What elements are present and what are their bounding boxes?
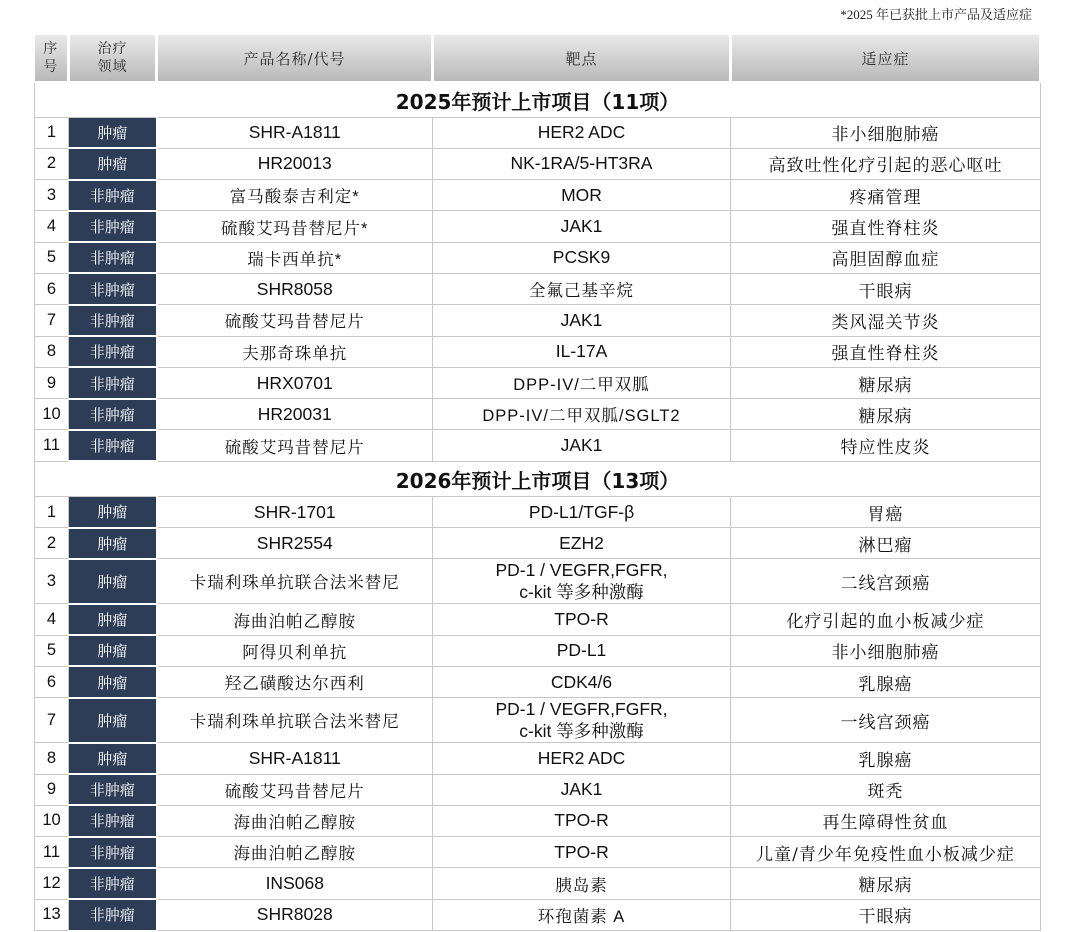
row-number: 7 [35,305,69,336]
row-number: 2 [35,528,69,559]
table-row [35,868,1041,899]
target-cell: PD-L1/TGF-β [433,497,731,528]
product-name-cell: HR20013 [157,148,433,179]
indication-cell: 非小细胞肺癌 [731,118,1041,149]
table-row [35,180,1041,211]
product-name-cell: HR20031 [157,399,433,430]
row-number: 8 [35,336,69,367]
therapeutic-area-cell: 肿瘤 [69,743,157,774]
therapeutic-area-cell: 肿瘤 [69,666,157,697]
row-number: 8 [35,743,69,774]
table-row [35,698,1041,743]
therapeutic-area-cell: 肿瘤 [69,528,157,559]
header-product-name: 产品名称/代号 [157,35,433,82]
section-title: 2025年预计上市项目（11项） [35,82,1041,118]
product-name-cell: SHR-A1811 [157,118,433,149]
therapeutic-area-cell: 非肿瘤 [69,242,157,273]
indication-cell: 类风湿关节炎 [731,305,1041,336]
row-number: 10 [35,805,69,836]
row-number: 9 [35,367,69,398]
indication-cell: 特应性皮炎 [731,430,1041,461]
product-name-cell: 硫酸艾玛昔替尼片 [157,305,433,336]
target-cell: TPO-R [433,805,731,836]
target-cell: EZH2 [433,528,731,559]
product-name-cell: 瑞卡西单抗* [157,242,433,273]
indication-cell: 非小细胞肺癌 [731,635,1041,666]
therapeutic-area-cell: 非肿瘤 [69,868,157,899]
therapeutic-area-cell: 肿瘤 [69,698,157,743]
indication-cell: 糖尿病 [731,367,1041,398]
indication-cell: 斑秃 [731,774,1041,805]
row-number: 6 [35,666,69,697]
indication-cell: 淋巴瘤 [731,528,1041,559]
target-cell: JAK1 [433,774,731,805]
therapeutic-area-cell: 非肿瘤 [69,399,157,430]
table-row [35,430,1041,461]
target-cell: TPO-R [433,837,731,868]
indication-cell: 乳腺癌 [731,743,1041,774]
table-row [35,743,1041,774]
table-row [35,367,1041,398]
therapeutic-area-cell: 肿瘤 [69,148,157,179]
row-number: 7 [35,698,69,743]
therapeutic-area-cell: 非肿瘤 [69,367,157,398]
table-row [35,336,1041,367]
row-number: 3 [35,180,69,211]
indication-cell: 疼痛管理 [731,180,1041,211]
table-row [35,635,1041,666]
product-name-cell: 海曲泊帕乙醇胺 [157,604,433,635]
target-cell: JAK1 [433,211,731,242]
indication-cell: 化疗引起的血小板减少症 [731,604,1041,635]
indication-cell: 乳腺癌 [731,666,1041,697]
row-number: 11 [35,430,69,461]
therapeutic-area-cell: 非肿瘤 [69,899,157,930]
therapeutic-area-cell: 肿瘤 [69,118,157,149]
product-name-cell: 卡瑞利珠单抗联合法米替尼 [157,698,433,743]
target-cell: IL-17A [433,336,731,367]
indication-cell: 糖尿病 [731,399,1041,430]
table-row [35,899,1041,930]
therapeutic-area-cell: 非肿瘤 [69,805,157,836]
section-title-row [35,82,1041,118]
indication-cell: 高致吐性化疗引起的恶心呕吐 [731,148,1041,179]
therapeutic-area-cell: 非肿瘤 [69,336,157,367]
indication-cell: 糖尿病 [731,868,1041,899]
product-name-cell: 硫酸艾玛昔替尼片 [157,430,433,461]
row-number: 5 [35,242,69,273]
product-name-cell: 卡瑞利珠单抗联合法米替尼 [157,559,433,604]
row-number: 13 [35,899,69,930]
target-cell: TPO-R [433,604,731,635]
target-cell: PCSK9 [433,242,731,273]
target-line-2: c-kit 等多种激酶 [519,721,644,742]
therapeutic-area-cell: 肿瘤 [69,604,157,635]
product-name-cell: HRX0701 [157,367,433,398]
target-cell: DPP-IV/二甲双胍/SGLT2 [433,399,731,430]
table-row [35,528,1041,559]
target-cell: PD-L1 [433,635,731,666]
therapeutic-area-cell: 非肿瘤 [69,180,157,211]
section-title: 2026年预计上市项目（13项） [35,461,1041,497]
row-number: 11 [35,837,69,868]
table-row [35,837,1041,868]
indication-cell: 干眼病 [731,899,1041,930]
target-cell: MOR [433,180,731,211]
row-number: 2 [35,148,69,179]
indication-cell: 一线宫颈癌 [731,698,1041,743]
product-name-cell: 海曲泊帕乙醇胺 [157,805,433,836]
table-row [35,604,1041,635]
table-row [35,399,1041,430]
product-name-cell: 海曲泊帕乙醇胺 [157,837,433,868]
header-therapeutic-area: 治疗 领域 [69,35,157,82]
target-cell [433,559,731,604]
target-cell: HER2 ADC [433,118,731,149]
table-row [35,305,1041,336]
header-serial-number: 序 号 [35,35,69,82]
table-row [35,118,1041,149]
target-line-1: PD-1 / VEGFR,FGFR, [495,560,668,581]
row-number: 4 [35,211,69,242]
table-row [35,273,1041,304]
therapeutic-area-cell: 肿瘤 [69,497,157,528]
product-name-cell: INS068 [157,868,433,899]
therapeutic-area-cell: 非肿瘤 [69,273,157,304]
row-number: 1 [35,118,69,149]
product-name-cell: SHR8028 [157,899,433,930]
section-title-row [35,461,1041,497]
therapeutic-area-cell: 非肿瘤 [69,430,157,461]
target-cell: HER2 ADC [433,743,731,774]
row-number: 3 [35,559,69,604]
table-row [35,148,1041,179]
footnote-approved: *2025 年已获批上市产品及适应症 [840,7,1032,22]
row-number: 12 [35,868,69,899]
therapeutic-area-cell: 肿瘤 [69,559,157,604]
indication-cell: 高胆固醇血症 [731,242,1041,273]
indication-cell: 胃癌 [731,497,1041,528]
therapeutic-area-cell: 非肿瘤 [69,211,157,242]
product-name-cell: SHR-1701 [157,497,433,528]
target-cell: DPP-IV/二甲双胍 [433,367,731,398]
table-row [35,497,1041,528]
indication-cell: 干眼病 [731,273,1041,304]
indication-cell: 儿童/青少年免疫性血小板减少症 [731,837,1041,868]
therapeutic-area-cell: 肿瘤 [69,635,157,666]
target-cell: 环孢菌素 A [433,899,731,930]
therapeutic-area-cell: 非肿瘤 [69,774,157,805]
target-cell: JAK1 [433,430,731,461]
therapeutic-area-cell: 非肿瘤 [69,837,157,868]
product-name-cell: 羟乙磺酸达尔西利 [157,666,433,697]
product-name-cell: SHR8058 [157,273,433,304]
product-name-cell: SHR-A1811 [157,743,433,774]
table-row [35,774,1041,805]
product-name-cell: 阿得贝利单抗 [157,635,433,666]
product-name-cell: 夫那奇珠单抗 [157,336,433,367]
pipeline-table [34,35,1042,932]
product-name-cell: 硫酸艾玛昔替尼片* [157,211,433,242]
target-cell [433,698,731,743]
target-line-1: PD-1 / VEGFR,FGFR, [495,699,668,720]
table-row [35,559,1041,604]
table-row [35,242,1041,273]
indication-cell: 强直性脊柱炎 [731,211,1041,242]
indication-cell: 二线宫颈癌 [731,559,1041,604]
row-number: 6 [35,273,69,304]
row-number: 9 [35,774,69,805]
target-cell: 胰岛素 [433,868,731,899]
target-line-2: c-kit 等多种激酶 [519,582,644,603]
indication-cell: 再生障碍性贫血 [731,805,1041,836]
row-number: 1 [35,497,69,528]
indication-cell: 强直性脊柱炎 [731,336,1041,367]
row-number: 10 [35,399,69,430]
row-number: 5 [35,635,69,666]
table-row [35,666,1041,697]
target-cell: 全氟己基辛烷 [433,273,731,304]
header-indication: 适应症 [731,35,1041,82]
header-target: 靶点 [433,35,731,82]
product-name-cell: 富马酸泰吉利定* [157,180,433,211]
target-cell: CDK4/6 [433,666,731,697]
row-number: 4 [35,604,69,635]
product-name-cell: 硫酸艾玛昔替尼片 [157,774,433,805]
product-name-cell: SHR2554 [157,528,433,559]
table-row [35,211,1041,242]
table-row [35,805,1041,836]
target-cell: NK-1RA/5-HT3RA [433,148,731,179]
table-header-row [35,35,1041,82]
target-cell: JAK1 [433,305,731,336]
therapeutic-area-cell: 非肿瘤 [69,305,157,336]
